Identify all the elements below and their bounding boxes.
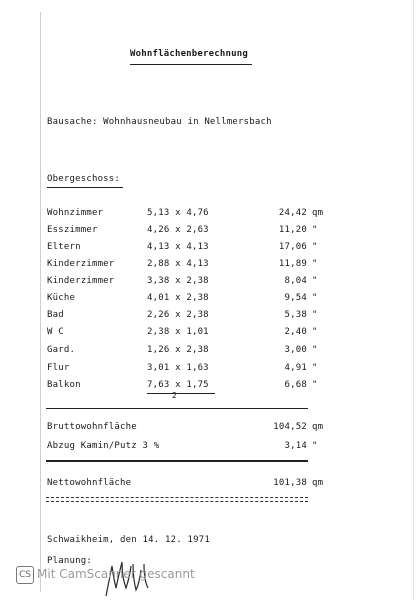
planning-label: Planung: [47, 556, 92, 566]
room-dimensions: 2,38 x 1,01 [147, 327, 209, 337]
page-edge [413, 0, 414, 600]
room-area: 11,89 [278, 259, 307, 269]
document-title: Wohnflächenberechnung [130, 49, 248, 59]
room-area: 3,00 [284, 345, 307, 355]
room-area: 9,54 [284, 293, 307, 303]
room-unit: " [312, 327, 318, 337]
subtotal-rule [46, 460, 308, 462]
subject-line: Bausache: Wohnhausneubau in Nellmersbach [47, 117, 272, 127]
title-underline [130, 64, 252, 65]
room-name: Kinderzimmer [47, 276, 115, 286]
room-unit: " [312, 259, 318, 269]
room-dimensions: 2,88 x 4,13 [147, 259, 209, 269]
room-unit: " [312, 276, 318, 286]
room-dimensions: 4,13 x 4,13 [147, 242, 209, 252]
fraction-bar [147, 393, 215, 394]
room-area: 8,04 [284, 276, 307, 286]
room-name: Küche [47, 293, 76, 303]
room-name: Balkon [47, 380, 81, 390]
gross-area: 104,52 [273, 422, 307, 432]
room-unit: " [312, 242, 318, 252]
room-unit: " [312, 225, 318, 235]
room-unit: qm [312, 208, 324, 218]
net-label: Nettowohnfläche [47, 478, 132, 488]
gross-unit: qm [312, 422, 324, 432]
room-dimensions: 1,26 x 2,38 [147, 345, 209, 355]
camscanner-logo-icon: CS [16, 566, 34, 584]
room-dimensions: 5,13 x 4,76 [147, 208, 209, 218]
section-heading: Obergeschoss: [47, 174, 121, 184]
deduction-unit: " [312, 441, 318, 451]
room-dimensions: 4,01 x 2,38 [147, 293, 209, 303]
sum-rule [46, 408, 308, 409]
deduction-area: 3,14 [284, 441, 307, 451]
room-dimensions: 4,26 x 2,63 [147, 225, 209, 235]
room-unit: " [312, 310, 318, 320]
net-area: 101,38 [273, 478, 307, 488]
balcony-divisor: 2 [172, 391, 178, 400]
room-unit: " [312, 380, 318, 390]
room-name: Esszimmer [47, 225, 98, 235]
place-date: Schwaikheim, den 14. 12. 1971 [47, 535, 210, 545]
room-name: Wohnzimmer [47, 208, 104, 218]
room-dimensions: 3,01 x 1,63 [147, 363, 209, 373]
room-name: Bad [47, 310, 64, 320]
scanner-watermark: Mit CamScanner gescannt [37, 567, 195, 581]
left-margin-line [40, 12, 41, 592]
room-unit: " [312, 363, 318, 373]
net-unit: qm [312, 478, 324, 488]
room-name: Eltern [47, 242, 81, 252]
room-area: 6,68 [284, 380, 307, 390]
section-underline [47, 187, 123, 188]
room-unit: " [312, 345, 318, 355]
total-double-dashes [46, 497, 308, 502]
gross-label: Bruttowohnfläche [47, 422, 137, 432]
room-area: 5,38 [284, 310, 307, 320]
room-area: 11,20 [278, 225, 307, 235]
room-name: W C [47, 327, 64, 337]
room-area: 4,91 [284, 363, 307, 373]
room-unit: " [312, 293, 318, 303]
room-dimensions: 7,63 x 1,75 [147, 380, 209, 390]
deduction-label: Abzug Kamin/Putz 3 % [47, 441, 160, 451]
room-area: 2,40 [284, 327, 307, 337]
room-area: 24,42 [278, 208, 307, 218]
room-dimensions: 2,26 x 2,38 [147, 310, 209, 320]
room-name: Flur [47, 363, 70, 373]
room-name: Gard. [47, 345, 76, 355]
room-area: 17,06 [278, 242, 307, 252]
room-dimensions: 3,38 x 2,38 [147, 276, 209, 286]
room-name: Kinderzimmer [47, 259, 115, 269]
